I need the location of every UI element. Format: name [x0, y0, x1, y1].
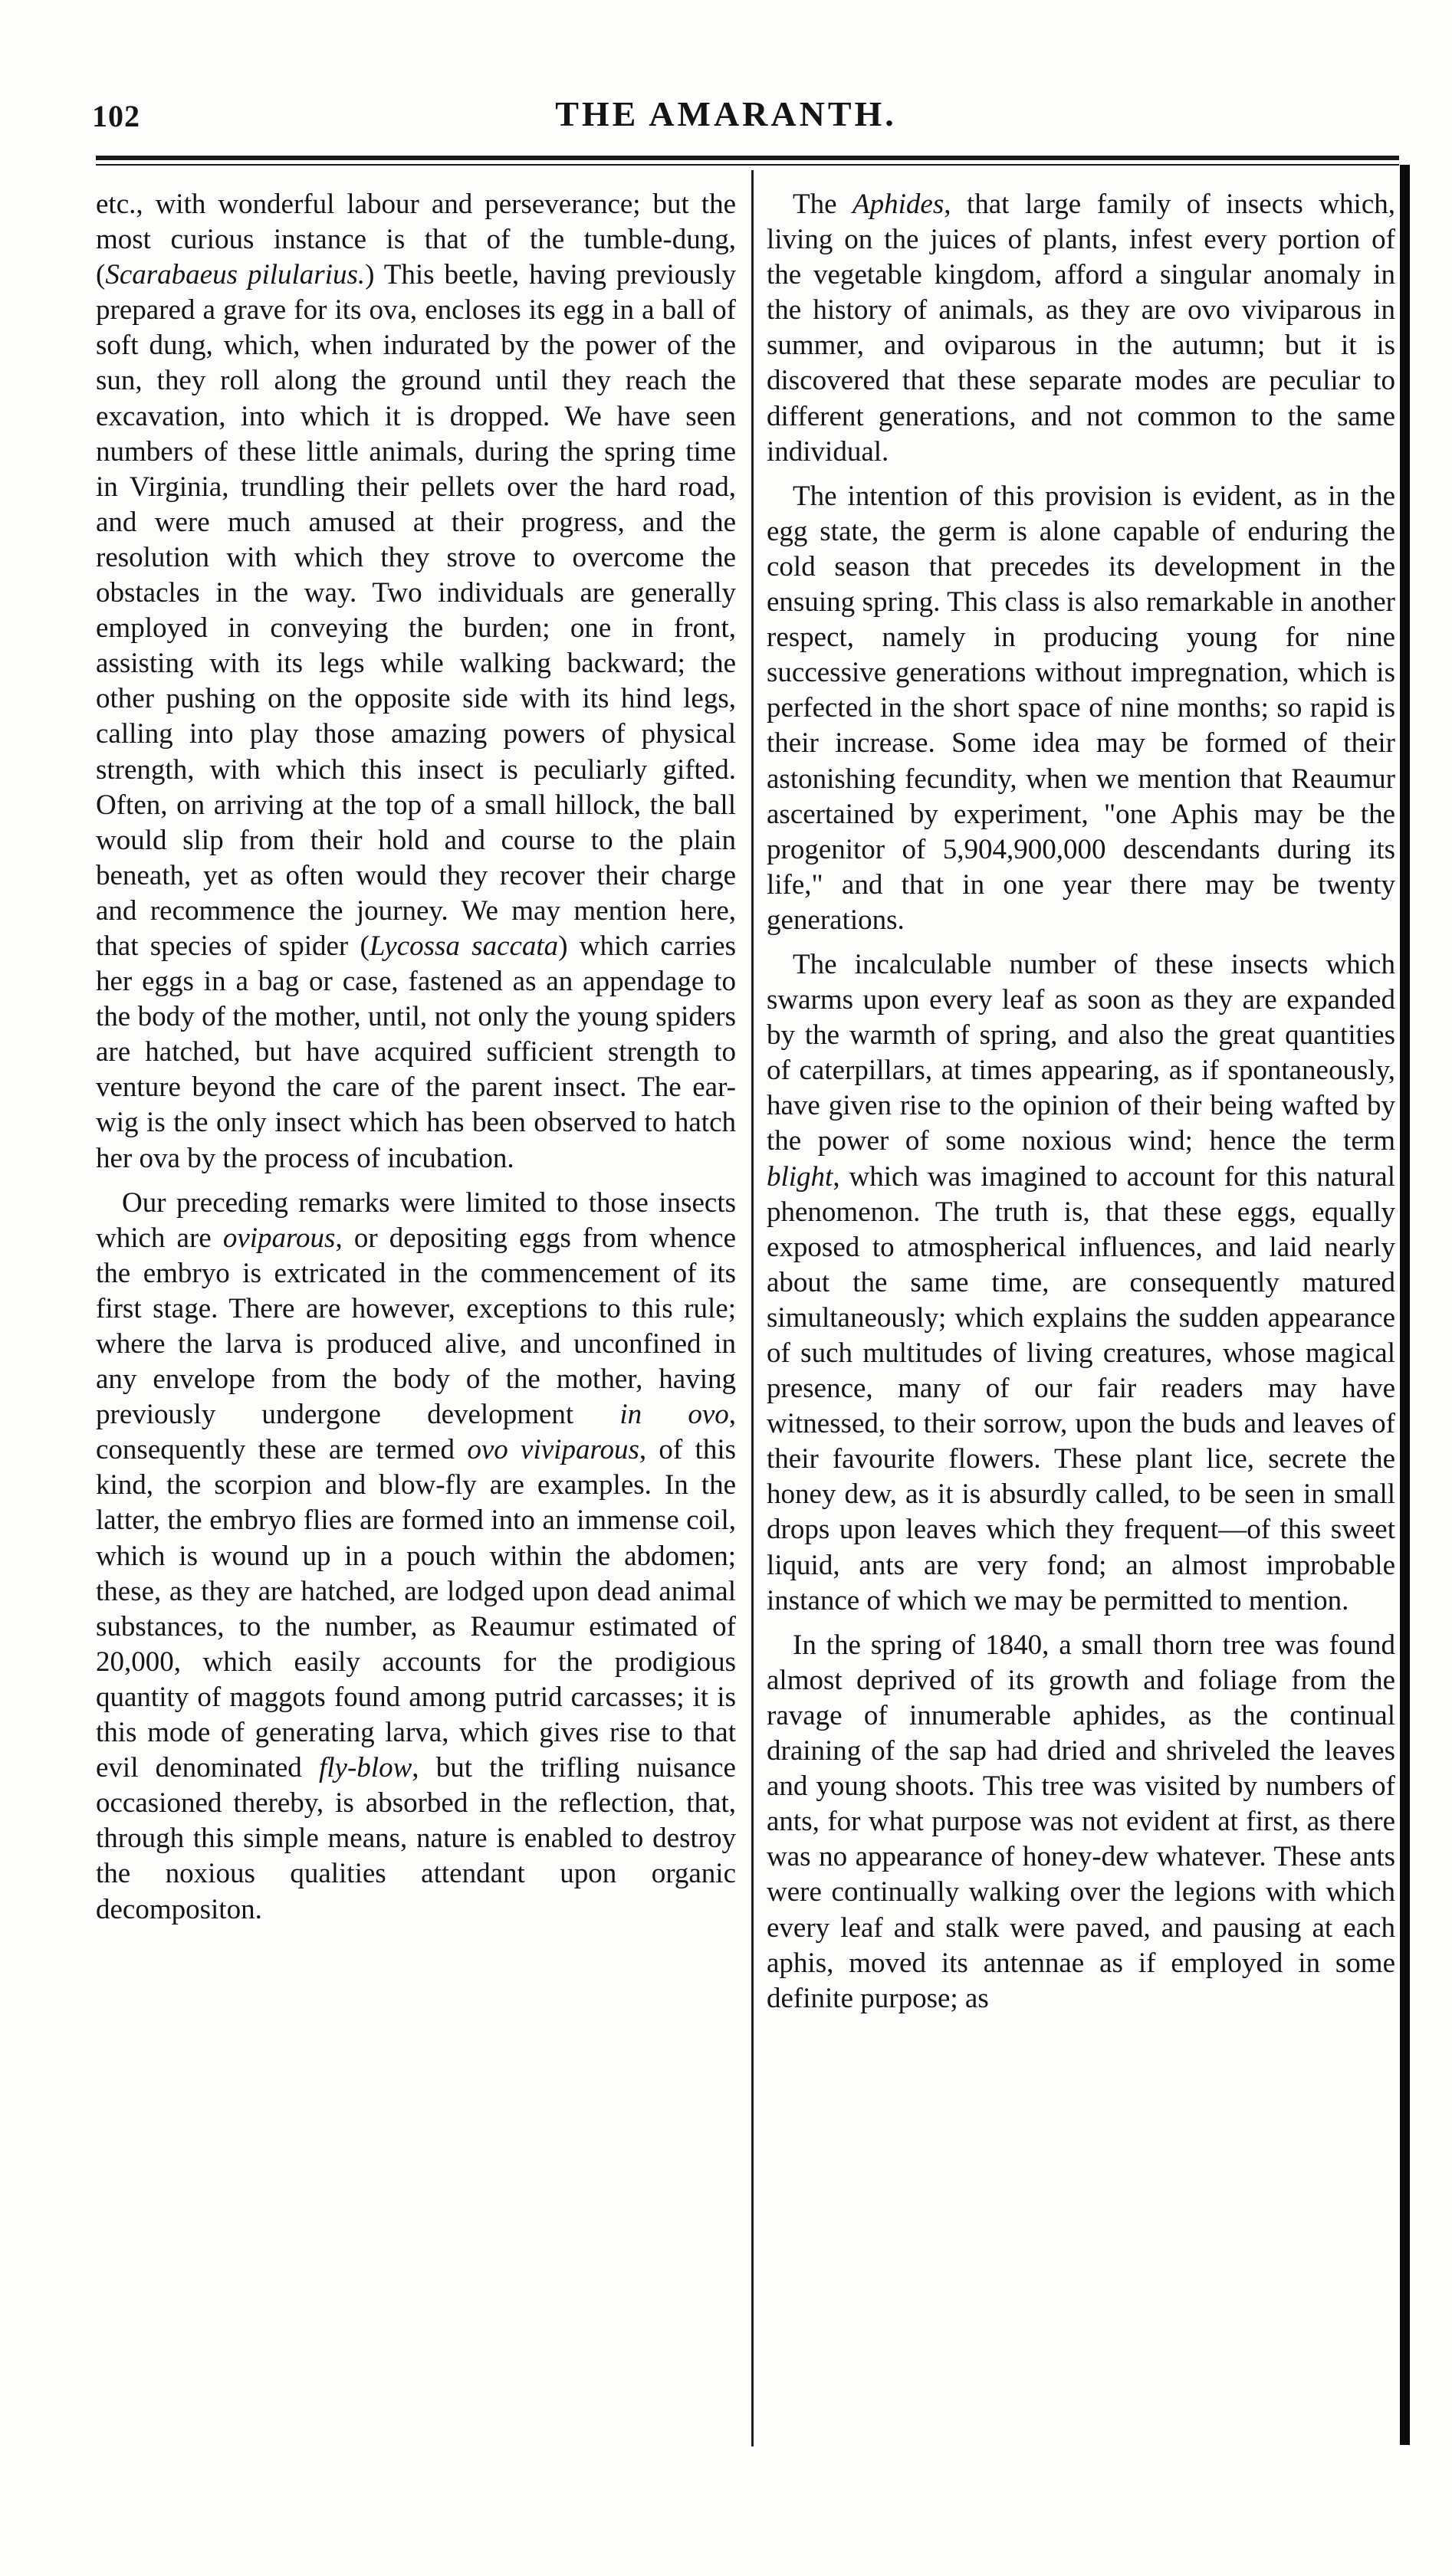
italic-text: oviparous: [222, 1222, 336, 1254]
text-run: The incalculable number of these insects which swarms upon every leaf as soon as they are expanded by the warmth of spring, and also the great quantities of caterpillars, at times appearing, as if spontaneously, have given rise to the opinion of their being wafted by the power of some noxious wind; hence the term: [767, 948, 1395, 1157]
italic-text: blight: [767, 1160, 833, 1193]
italic-text: Scarabaeus pilularius.: [105, 259, 366, 291]
header-rule-thick: [96, 156, 1399, 160]
text-run: , of this kind, the scorpion and blow-fly are examples. In the latter, the embryo flies are formed into an immense coil, which is wound up in a pouch within the abdomen; these, as they are hatched, are lodged upon dead animal substances, to the number, as Reaumur estimated of 20,000, which easily accounts for the prodigious quantity of maggots found among putrid carcasses; it is this mode of generating larva, which gives rise to that evil denominated: [96, 1434, 736, 1784]
paragraph: [767, 479, 1395, 938]
text-run: The: [793, 189, 853, 220]
text-run: ) which carries her eggs in a bag or case, fastened as an appendage to the body of the mother, until, not only the young spiders are hatched, but have acquired sufficient strength to venture beyond the care of the parent insect. The ear-wig is the only insect which has been observed to hatch her ova by the process of incubation.: [96, 930, 736, 1174]
page-edge-shadow: [1400, 165, 1410, 2445]
header-rule-thin: [96, 164, 1399, 166]
italic-text: fly-blow: [318, 1752, 412, 1784]
text-run: , that large family of insects which, living on the juices of plants, infest every portion of the vegetable kingdom, afford a singular anomaly in the history of animals, as they are ovo viviparous in summer, and oviparous in the autumn; but it is discovered that these separate modes are peculiar to different generations, and not common to the same individual.: [767, 189, 1395, 468]
text-run: , but the trifling nuisance occasioned thereby, is absorbed in the reflection, that, through this simple means, nature is enabled to destroy the noxious qualities attendant upon organic decompositon.: [96, 1752, 736, 1925]
text-run: The intention of this provision is evident, as in the egg state, the germ is alone capable of enduring the cold season that precedes its development in the ensuing spring. This class is also remarkable in another respect, namely in producing young for nine successive generations without impregnation, which is perfected in the short space of nine months; so rapid is their increase. Some idea may be formed of their astonishing fecundity, when we mention that Reaumur ascertained by experiment, "one Aphis may be the progenitor of 5,904,900,000 descendants during its life," and that in one year there may be twenty generations.: [767, 480, 1395, 936]
paragraph: [767, 947, 1395, 1619]
paragraph: [96, 1186, 736, 1928]
left-column: [96, 187, 736, 2456]
running-head: THE AMARANTH.: [555, 94, 897, 133]
text-run: , consequently these are termed: [96, 1399, 736, 1466]
text-run: etc., with wonderful labour and perseverance; but the most curious instance is that of the tumble-dung, (: [96, 189, 736, 291]
italic-text: ovo viviparous: [467, 1434, 639, 1466]
column-divider: [751, 170, 754, 2446]
text-run: Our preceding remarks were limited to those insects which are: [96, 1186, 736, 1254]
text-run: , which was imagined to account for this natural phenomenon. The truth is, that these eggs, equally exposed to atmospherical influences, and laid nearly about the same time, are consequently matured simultaneously; which explains the sudden appearance of such multitudes of living creatures, whose magical presence, many of our fair readers may have witnessed, to their sorrow, upon the buds and leaves of their favourite flowers. These plant lice, secrete the honey dew, as it is absurdly called, to be seen in small drops upon leaves which they frequent—of this sweet liquid, ants are very fond; an almost improbable instance of which we may be permitted to mention.: [767, 1160, 1395, 1616]
page-number: 102: [92, 99, 140, 133]
italic-text: Lycossa saccata: [369, 930, 559, 962]
text-run: ) This beetle, having previously prepared a grave for its ova, encloses its egg in a ball of soft dung, which, when indurated by the power of the sun, they roll along the ground until they reach the excavation, into which it is dropped. We have seen numbers of these little animals, during the spring time in Virginia, trundling their pellets over the hard road, and were much amused at their progress, and the resolution with which they strove to overcome the obstacles in the way. Two individuals are generally employed in conveying the burden; one in front, assisting with its legs while walking backward; the other pushing on the opposite side with its hind legs, calling into play those amazing powers of physical strength, with which this insect is peculiarly gifted. Often, on arriving at the top of a small hillock, the ball would slip from their hold and course to the plain beneath, yet as often would they recover their charge and recommence the journey. We may mention here, that species of spider (: [96, 259, 736, 962]
right-column: [767, 187, 1395, 2456]
italic-text: in ovo: [619, 1399, 729, 1431]
paragraph: [767, 1628, 1395, 2016]
text-run: In the spring of 1840, a small thorn tree was found almost deprived of its growth and foliage from the ravage of innumerable aphides, as the continual draining of the sap had dried and shriveled the leaves and young shoots. This tree was visited by numbers of ants, for what purpose was not evident at first, as there was no appearance of honey-dew whatever. These ants were continually walking over the legions with which every leaf and stalk were paved, and pausing at each aphis, moved its antennae as if employed in some definite purpose; as: [767, 1629, 1395, 2014]
paragraph: [96, 187, 736, 1176]
paragraph: [767, 187, 1395, 470]
text-run: , or depositing eggs from whence the embryo is extricated in the commencement of its first stage. There are however, exceptions to this rule; where the larva is produced alive, and unconfined in any envelope from the body of the mother, having previously undergone development: [96, 1222, 736, 1431]
italic-text: Aphides: [852, 189, 944, 220]
